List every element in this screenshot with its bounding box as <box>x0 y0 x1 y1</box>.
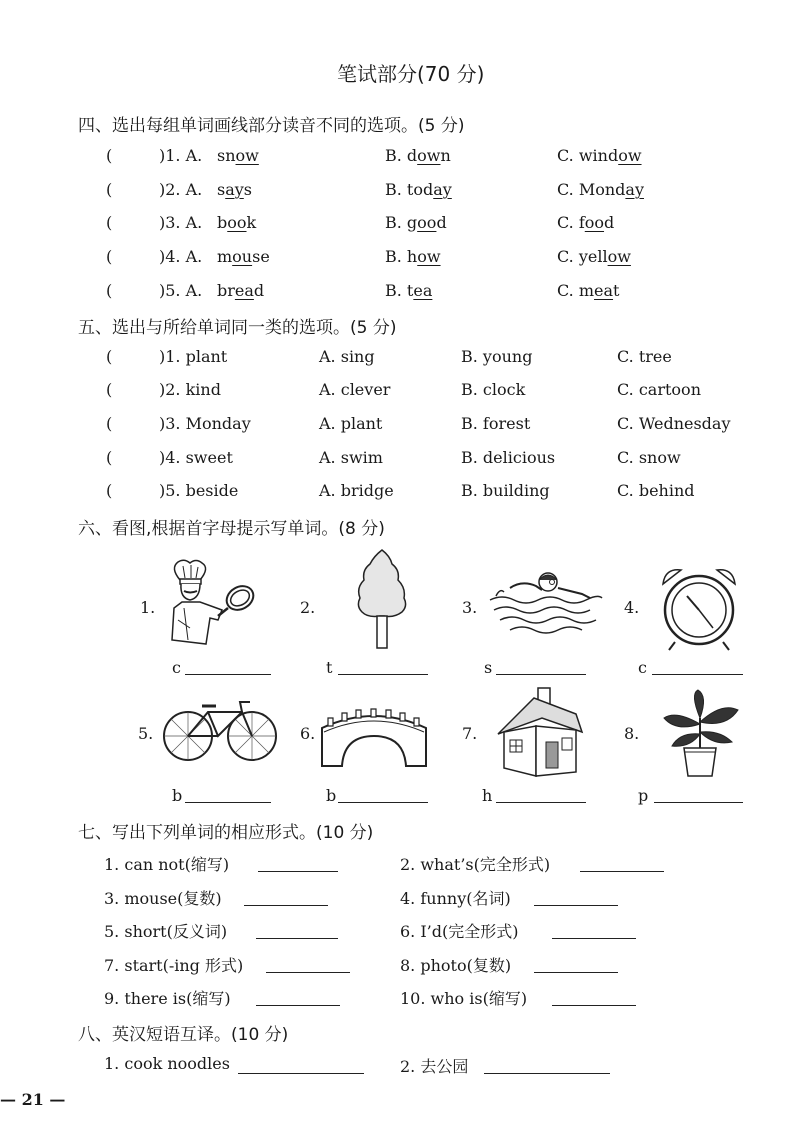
underlined-letters: oo <box>227 213 247 232</box>
underlined-letters: ay <box>433 180 452 199</box>
option-c[interactable]: C. Wednesday <box>617 414 731 433</box>
translation-question-2: 2. 去公园 <box>400 1057 469 1076</box>
question-word: )1. plant <box>159 347 228 366</box>
option-c[interactable] <box>557 180 644 199</box>
answer-blank[interactable] <box>534 972 618 973</box>
option-a[interactable]: A. swim <box>319 448 383 467</box>
translation-question-1: 1. cook noodles <box>104 1054 230 1073</box>
option-text: sn <box>217 146 236 165</box>
letter-hint: h <box>482 786 493 805</box>
picture-item-number: 2. <box>300 598 316 617</box>
option-text: C. m <box>557 281 595 300</box>
page-number: — 21 — <box>0 1090 66 1109</box>
letter-hint: p <box>638 786 649 805</box>
option-text: se <box>252 247 270 266</box>
form-question: 8. photo(复数) <box>400 956 512 975</box>
option-a[interactable]: A. sing <box>319 347 375 366</box>
option-text: n <box>440 146 451 165</box>
answer-blank[interactable] <box>552 938 636 939</box>
underlined-letters: ow <box>417 146 441 165</box>
option-text: B. tod <box>385 180 434 199</box>
answer-blank[interactable] <box>654 802 743 803</box>
picture-item-number: 4. <box>624 598 640 617</box>
question-word: )4. sweet <box>159 448 233 467</box>
question-word: )2. kind <box>159 380 221 399</box>
alarm-clock-icon <box>655 562 743 652</box>
underlined-letters: ow <box>235 146 259 165</box>
letter-hint: b <box>172 786 183 805</box>
answer-blank[interactable] <box>496 674 586 675</box>
picture-item-number: 5. <box>138 724 154 743</box>
underlined-letters: ou <box>232 247 253 266</box>
answer-blank[interactable] <box>534 905 618 906</box>
option-text: m <box>217 247 233 266</box>
option-c[interactable] <box>557 247 631 266</box>
option-text: t <box>613 281 620 300</box>
answer-paren[interactable]: ( <box>106 347 113 366</box>
letter-hint: c <box>172 658 181 677</box>
underlined-letters: ow <box>417 247 441 266</box>
option-text: d <box>436 213 447 232</box>
answer-blank[interactable] <box>552 1005 636 1006</box>
answer-blank[interactable] <box>338 674 428 675</box>
letter-hint: b <box>326 786 337 805</box>
section-7-heading: 七、写出下列单词的相应形式。(10 分) <box>78 823 374 843</box>
option-text: B. g <box>385 213 418 232</box>
answer-paren[interactable]: ( <box>106 414 113 433</box>
answer-blank[interactable] <box>244 905 328 906</box>
option-c[interactable]: C. cartoon <box>617 380 701 399</box>
picture-item-number: 1. <box>140 598 156 617</box>
picture-item-number: 3. <box>462 598 478 617</box>
answer-paren[interactable]: ( <box>106 213 113 232</box>
option-text: s <box>217 180 226 199</box>
option-c[interactable] <box>557 213 614 232</box>
answer-paren[interactable]: ( <box>106 380 113 399</box>
option-a[interactable]: A. clever <box>319 380 391 399</box>
option-c[interactable] <box>557 146 642 165</box>
question-word: )3. Monday <box>159 414 251 433</box>
answer-blank[interactable] <box>580 871 664 872</box>
question-number: )4. A. <box>159 247 203 266</box>
form-question: 3. mouse(复数) <box>104 889 222 908</box>
swimmer-icon <box>486 568 604 638</box>
answer-blank[interactable] <box>256 1005 340 1006</box>
house-icon <box>496 688 584 780</box>
section-6-heading: 六、看图,根据首字母提示写单词。(8 分) <box>78 519 385 539</box>
option-c[interactable] <box>557 281 619 300</box>
option-a[interactable] <box>217 213 256 232</box>
option-a[interactable] <box>217 247 270 266</box>
option-b[interactable] <box>385 281 432 300</box>
option-text: C. wind <box>557 146 619 165</box>
letter-hint: s <box>484 658 493 677</box>
bicycle-icon <box>162 696 278 764</box>
section-8-heading: 八、英汉短语互译。(10 分) <box>78 1025 289 1045</box>
option-b[interactable]: B. forest <box>461 414 531 433</box>
answer-paren[interactable]: ( <box>106 247 113 266</box>
option-a[interactable] <box>217 281 264 300</box>
option-a[interactable]: A. bridge <box>319 481 394 500</box>
form-question: 7. start(-ing 形式) <box>104 956 244 975</box>
option-b[interactable]: B. clock <box>461 380 526 399</box>
underlined-letters: ow <box>618 146 642 165</box>
bridge-icon <box>320 708 428 770</box>
answer-paren[interactable]: ( <box>106 448 113 467</box>
option-c[interactable]: C. behind <box>617 481 695 500</box>
answer-blank[interactable] <box>185 802 271 803</box>
underlined-letters: ay <box>625 180 644 199</box>
potted-plant-icon <box>660 688 742 778</box>
answer-paren[interactable]: ( <box>106 180 113 199</box>
option-text: d <box>253 281 265 300</box>
answer-blank[interactable] <box>338 802 428 803</box>
option-a[interactable] <box>217 146 259 165</box>
underlined-letters: oo <box>417 213 437 232</box>
picture-item-number: 6. <box>300 724 316 743</box>
answer-blank[interactable] <box>238 1073 364 1074</box>
option-text: B. d <box>385 146 418 165</box>
answer-blank[interactable] <box>185 674 271 675</box>
page-title: 笔试部分(70 分) <box>337 62 485 86</box>
question-number: )5. A. <box>159 281 203 300</box>
picture-item-number: 7. <box>462 724 478 743</box>
chef-icon <box>160 558 265 650</box>
question-number: )2. A. <box>159 180 203 199</box>
option-b[interactable] <box>385 180 452 199</box>
option-b[interactable]: B. delicious <box>461 448 556 467</box>
option-b[interactable] <box>385 213 447 232</box>
answer-blank[interactable] <box>266 972 350 973</box>
option-text: b <box>217 213 228 232</box>
underlined-letters: oo <box>584 213 605 232</box>
option-b[interactable]: B. young <box>461 347 533 366</box>
form-question: 10. who is(缩写) <box>400 989 528 1008</box>
option-c[interactable]: C. tree <box>617 347 672 366</box>
form-question: 5. short(反义词) <box>104 922 228 941</box>
form-question: 6. I’d(完全形式) <box>400 922 519 941</box>
answer-blank[interactable] <box>484 1073 610 1074</box>
option-a[interactable] <box>217 180 252 199</box>
picture-item-number: 8. <box>624 724 640 743</box>
question-number: )3. A. <box>159 213 203 232</box>
letter-hint: c <box>638 658 647 677</box>
option-b[interactable] <box>385 146 451 165</box>
answer-paren[interactable]: ( <box>106 146 113 165</box>
option-a[interactable]: A. plant <box>319 414 383 433</box>
form-question: 4. funny(名词) <box>400 889 511 908</box>
form-question: 9. there is(缩写) <box>104 989 231 1008</box>
option-text: B. t <box>385 281 414 300</box>
form-question: 2. what’s(完全形式) <box>400 855 551 874</box>
underlined-letters: ea <box>234 281 254 300</box>
option-text: br <box>217 281 235 300</box>
tree-icon <box>352 548 412 650</box>
option-text: C. f <box>557 213 585 232</box>
option-b[interactable]: B. building <box>461 481 550 500</box>
option-text: d <box>604 213 615 232</box>
option-text: C. Mond <box>557 180 626 199</box>
letter-hint: t <box>326 658 333 677</box>
underlined-letters: ea <box>594 281 614 300</box>
underlined-letters: ow <box>607 247 631 266</box>
question-number: )1. A. <box>159 146 203 165</box>
option-text: s <box>243 180 253 199</box>
option-text: C. yell <box>557 247 608 266</box>
section-5-heading: 五、选出与所给单词同一类的选项。(5 分) <box>78 318 397 338</box>
answer-blank[interactable] <box>256 938 338 939</box>
answer-blank[interactable] <box>652 674 743 675</box>
option-text: B. h <box>385 247 418 266</box>
option-b[interactable] <box>385 247 441 266</box>
answer-blank[interactable] <box>496 802 586 803</box>
option-text: k <box>246 213 257 232</box>
question-word: )5. beside <box>159 481 239 500</box>
answer-blank[interactable] <box>258 871 338 872</box>
form-question: 1. can not(缩写) <box>104 855 230 874</box>
answer-paren[interactable]: ( <box>106 281 113 300</box>
underlined-letters: ay <box>225 180 244 199</box>
option-c[interactable]: C. snow <box>617 448 681 467</box>
section-4-heading: 四、选出每组单词画线部分读音不同的选项。(5 分) <box>78 116 465 136</box>
underlined-letters: ea <box>413 281 433 300</box>
answer-paren[interactable]: ( <box>106 481 113 500</box>
